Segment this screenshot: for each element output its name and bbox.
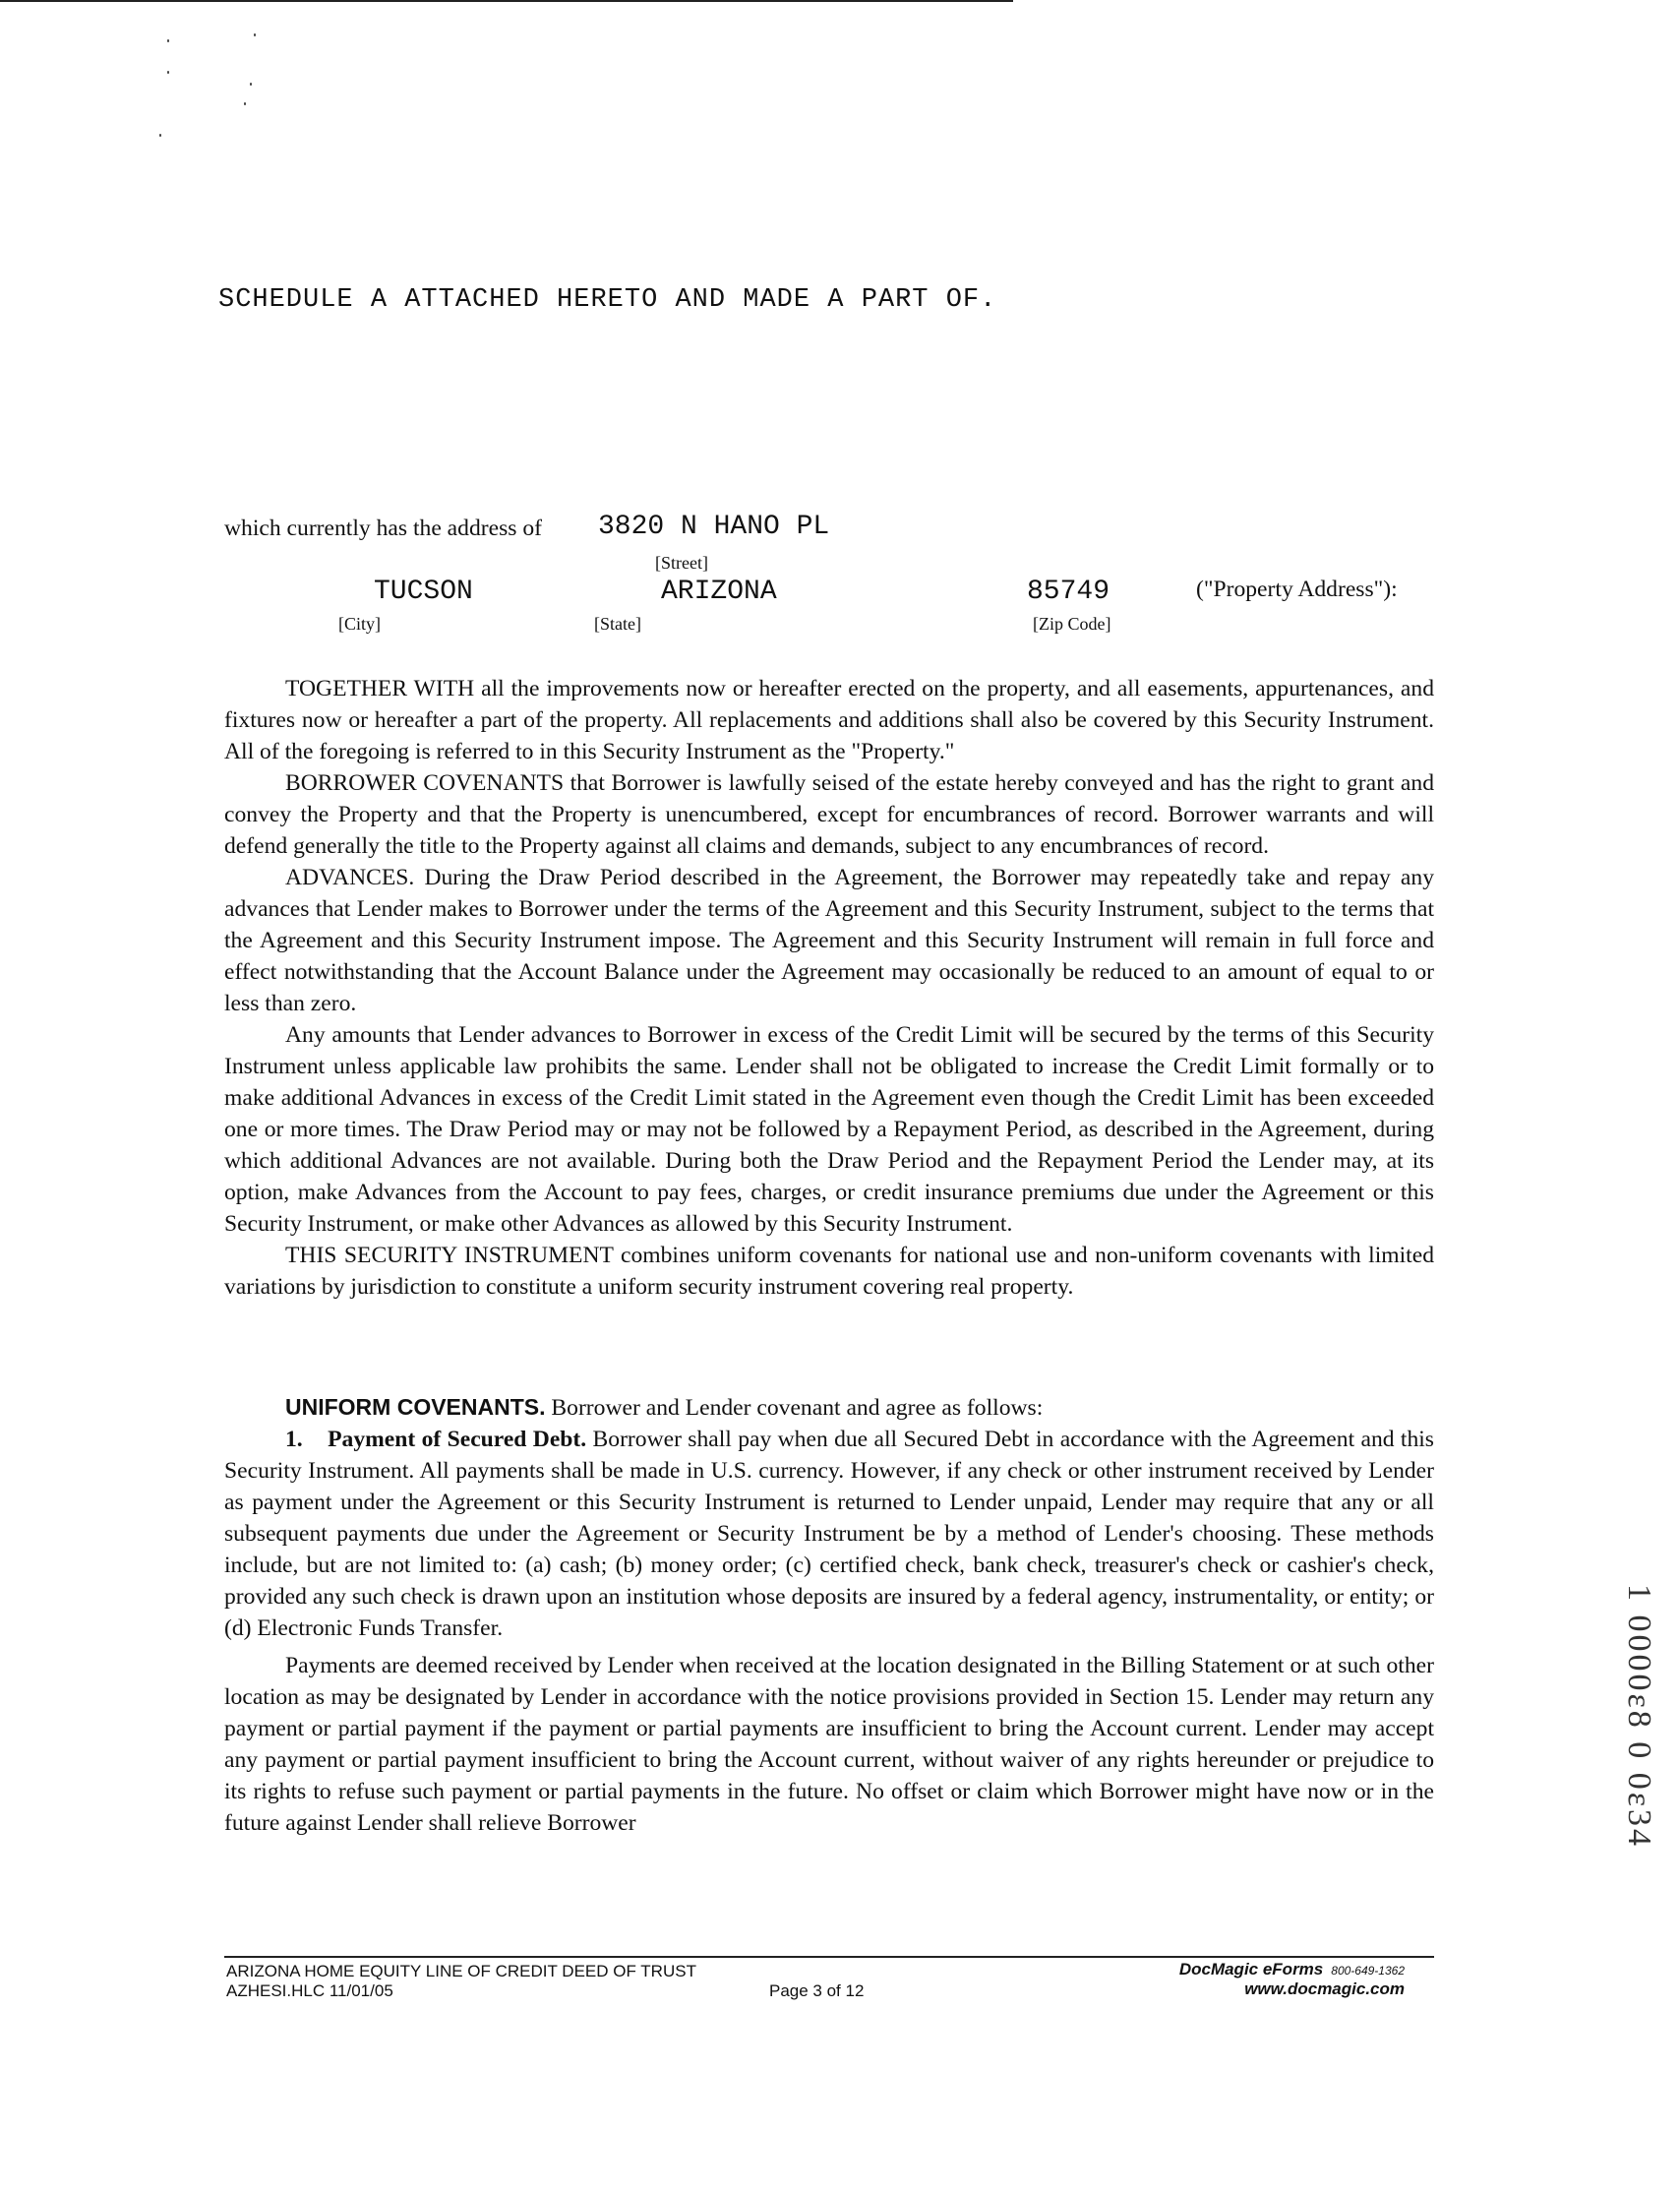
city-label: [City]	[338, 614, 381, 634]
credit-limit-paragraph: Any amounts that Lender advances to Borrower in excess of the Credit Limit will be secured by the terms of this Security Instrument unless applicable law prohibits the same. Lender shall not be obligated to increase the Credit Limit formally or to make additional Advances in excess of the Credit Limit stated in the Agreement even though the Credit Limit has been exceeded one or more times. The Draw Period may or may not be followed by a Repayment Period, as described in the Agreement, during which additional Advances are not available. During both the Draw Period and the Repayment Period the Lender may, at its option, make Advances from the Account to pay fees, charges, or credit insurance premiums due under the Agreement or this Security Instrument, or make other Advances as allowed by this Security Instrument.	[224, 1022, 1434, 1237]
footer-page-number: Page 3 of 12	[769, 1981, 865, 2000]
footer-form-title: ARIZONA HOME EQUITY LINE OF CREDIT DEED OF TRUST	[226, 1962, 696, 1980]
uniform-covenants-section	[224, 1391, 1434, 1839]
payment-of-secured-debt-paragraph	[224, 1424, 1434, 1644]
footer-divider	[224, 1956, 1434, 1958]
payments-received-paragraph: Payments are deemed received by Lender when received at the location designated in the Billing Statement or at such other location as may be designated by Lender in accordance with the notice provisions provided in Section 15. Lender may return any payment or partial payment if the payment or partial payments are insufficient to bring the Account current. Lender may accept any payment or partial payment insufficient to bring the Account current, without waiver of any rights hereunder or prejudice to its rights to refuse such payment or partial payments in the future. No offset or claim which Borrower might have now or in the future against Lender shall relieve Borrower	[224, 1653, 1434, 1836]
scan-speck	[244, 102, 246, 105]
property-address-label: ("Property Address"):	[1196, 577, 1398, 602]
scan-speck	[250, 83, 252, 86]
item-number: 1.	[285, 1427, 303, 1452]
side-recording-number-text: 1 0000ε8 0 0ε34	[1621, 1584, 1657, 1850]
docmagic-url: www.docmagic.com	[1244, 1979, 1405, 1998]
recitals-body	[224, 673, 1434, 1303]
state-label: [State]	[594, 614, 641, 634]
footer-form-code: AZHESI.HLC 11/01/05	[226, 1981, 393, 2000]
zip-value: 85749	[1027, 577, 1110, 607]
together-with-paragraph: TOGETHER WITH all the improvements now or hereafter erected on the property, and all easements, appurtenances, and fixtures now or hereafter a part of the property. All replacements and additions shall also be covered by this Security Instrument. All of the foregoing is referred to in this Security Instrument as the "Property."	[224, 676, 1434, 764]
zip-label: [Zip Code]	[1033, 614, 1111, 634]
uniform-covenants-heading: UNIFORM COVENANTS.	[285, 1394, 546, 1420]
borrower-covenants-paragraph: BORROWER COVENANTS that Borrower is lawfully seised of the estate hereby conveyed and has the right to grant and convey the Property and that the Property is unencumbered, except for encumbrances of record. Borrower warrants and will defend generally the title to the Property against all claims and demands, subject to any encumbrances of record.	[224, 770, 1434, 859]
city-value: TUCSON	[374, 577, 473, 607]
side-recording-number	[1618, 1584, 1657, 1879]
item-title: Payment of Secured Debt.	[328, 1427, 587, 1452]
docmagic-logo: DocMagic eForms	[1178, 1960, 1324, 1979]
docmagic-phone: 800-649-1362	[1331, 1964, 1405, 1978]
street-label: [Street]	[655, 553, 708, 573]
advances-paragraph: ADVANCES. During the Draw Period described in the Agreement, the Borrower may repeatedly take and repay any advances that Lender makes to Borrower under the terms of the Agreement and this Security Instrument, subject to the terms that the Agreement and this Security Instrument impose. The Agreement and this Security Instrument will remain in full force and effect notwithstanding that the Account Balance under the Agreement may occasionally be reduced to an amount of equal to or less than zero.	[224, 865, 1434, 1016]
footer-form-info	[226, 1962, 696, 2001]
address-intro: which currently has the address of	[224, 516, 542, 541]
scan-speck	[254, 33, 256, 36]
state-value: ARIZONA	[661, 577, 777, 607]
footer-brand	[1117, 1960, 1405, 1999]
scan-speck	[167, 71, 169, 74]
street-value: 3820 N HANO PL	[598, 512, 830, 542]
uniform-covenants-intro-text: Borrower and Lender covenant and agree as follows:	[551, 1395, 1044, 1421]
scan-speck	[167, 39, 169, 42]
item-text: Borrower shall pay when due all Secured Debt in accordance with the Agreement and this Security Instrument. All payments shall be made in U.S. currency. However, if any check or other instrument received by Lender as payment under the Agreement or this Security Instrument is returned to Lender unpaid, Lender may require that any or all subsequent payments due under the Agreement or Security Instrument be by a method of Lender's choosing. These methods include, but are not limited to: (a) cash; (b) money order; (c) certified check, bank check, treasurer's check or cashier's check, provided any such check is drawn upon an institution whose deposits are insured by a federal agency, instrumentality, or entity; or (d) Electronic Funds Transfer.	[224, 1427, 1434, 1641]
security-instrument-paragraph: THIS SECURITY INSTRUMENT combines uniform covenants for national use and non-uniform covenants with limited variations by jurisdiction to constitute a uniform security instrument covering real property.	[224, 1243, 1434, 1300]
top-scan-edge	[0, 0, 1013, 2]
uniform-covenants-intro	[224, 1391, 1434, 1424]
schedule-reference: SCHEDULE A ATTACHED HERETO AND MADE A PART OF.	[218, 285, 997, 315]
scan-speck	[159, 134, 161, 137]
